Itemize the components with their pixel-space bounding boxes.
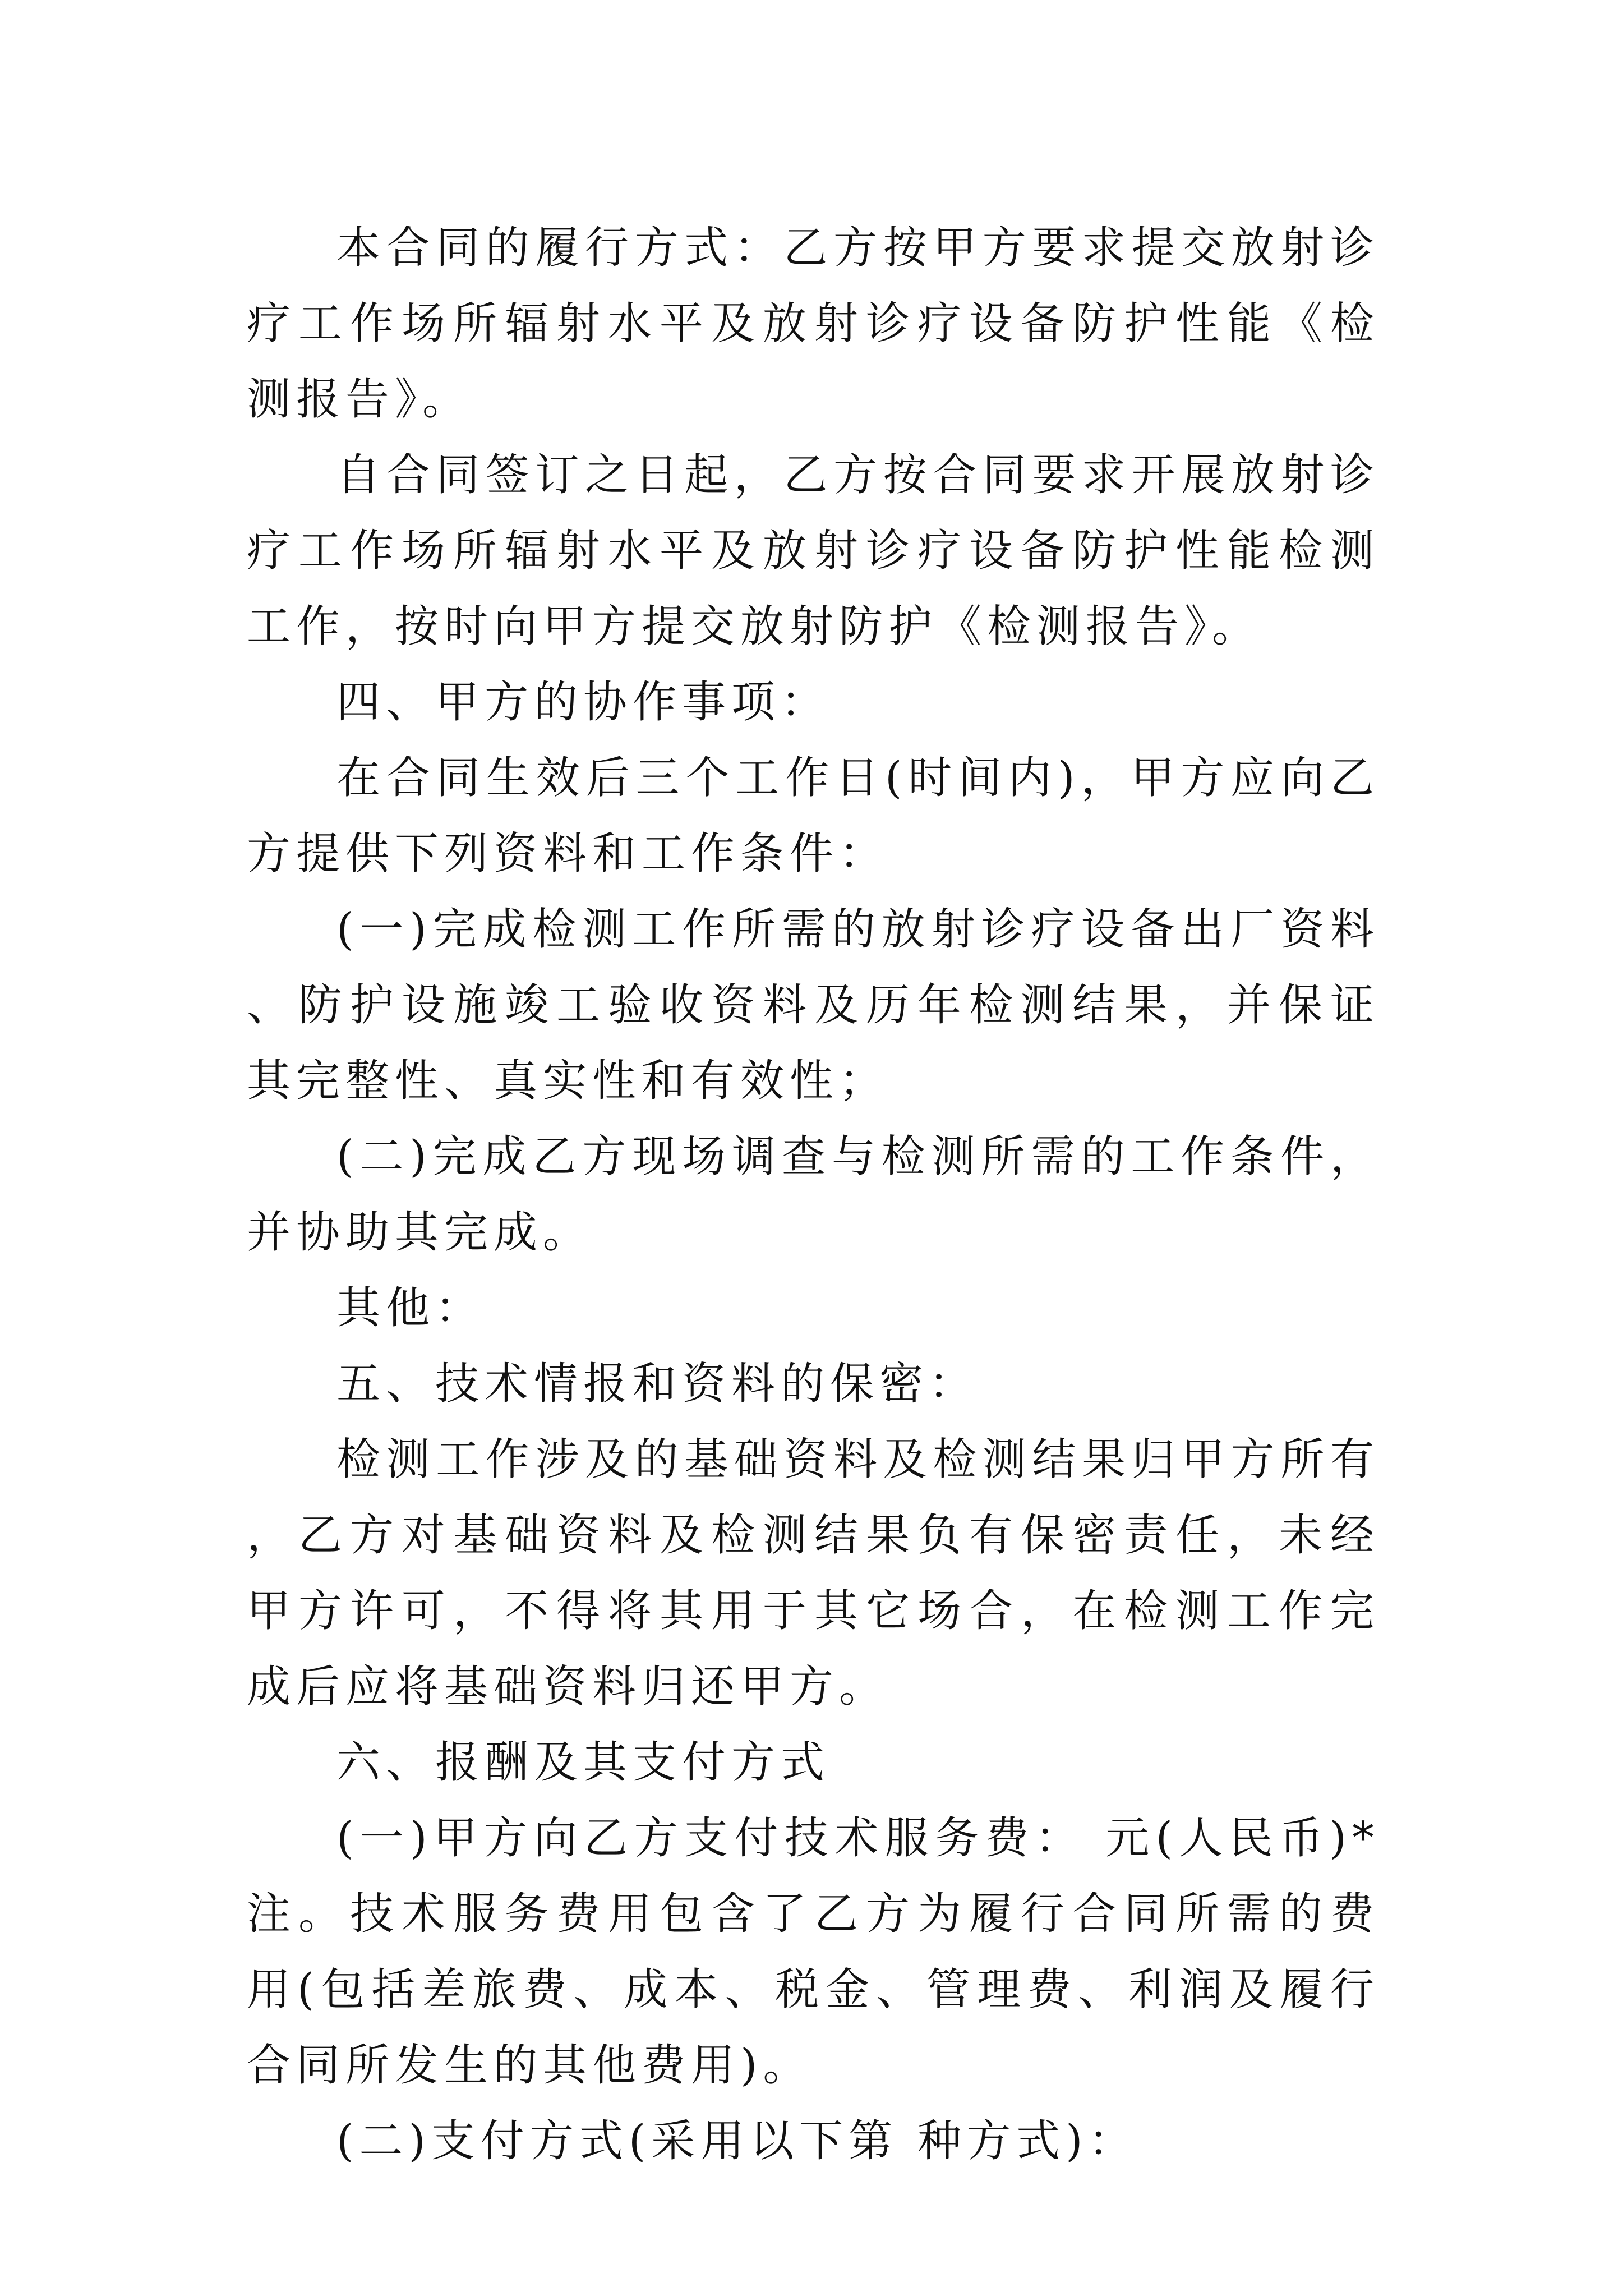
paragraph-item-two-conditions: (二)完成乙方现场调查与检测所需的工作条件，并协助其完成。 — [247, 1131, 1380, 1258]
paragraph-work-schedule: 自合同签订之日起，乙方按合同要求开展放射诊疗工作场所辐射水平及放射诊疗设备防护性能检测工作，按时向甲方提交放射防护《检测报告》。 — [247, 450, 1380, 652]
paragraph-item-one-materials: (一)完成检测工作所需的放射诊疗设备出厂资料、防护设施竣工验收资料及历年检测结果，并保证其完整性、真实性和有效性； — [247, 904, 1380, 1106]
heading-confidentiality: 五、技术情报和资料的保密： — [336, 1359, 979, 1409]
paragraph-service-fee: (一)甲方向乙方支付技术服务费： 元(人民币)*注。技术服务费用包含了乙方为履行合同所需的费用(包括差旅费、成本、税金、管理费、利润及履行合同所发生的其他费用)。 — [247, 1813, 1380, 2091]
paragraph-payment-method: (二)支付方式(采用以下第 种方式)： — [336, 2116, 1138, 2166]
paragraph-confidentiality: 检测工作涉及的基础资料及检测结果归甲方所有，乙方对基础资料及检测结果负有保密责任，未经甲方许可，不得将其用于其它场合，在检测工作完成后应将基础资料归还甲方。 — [247, 1434, 1380, 1712]
contract-body — [247, 210, 1380, 2179]
paragraph-materials-provision: 在合同生效后三个工作日(时间内)，甲方应向乙方提供下列资料和工作条件： — [247, 753, 1380, 879]
heading-payment: 六、报酬及其支付方式 — [336, 1737, 831, 1788]
heading-party-a-cooperation: 四、甲方的协作事项： — [336, 677, 831, 728]
paragraph-other: 其他： — [336, 1283, 485, 1333]
paragraph-performance-method: 本合同的履行方式：乙方按甲方要求提交放射诊疗工作场所辐射水平及放射诊疗设备防护性能《检测报告》。 — [247, 223, 1380, 425]
